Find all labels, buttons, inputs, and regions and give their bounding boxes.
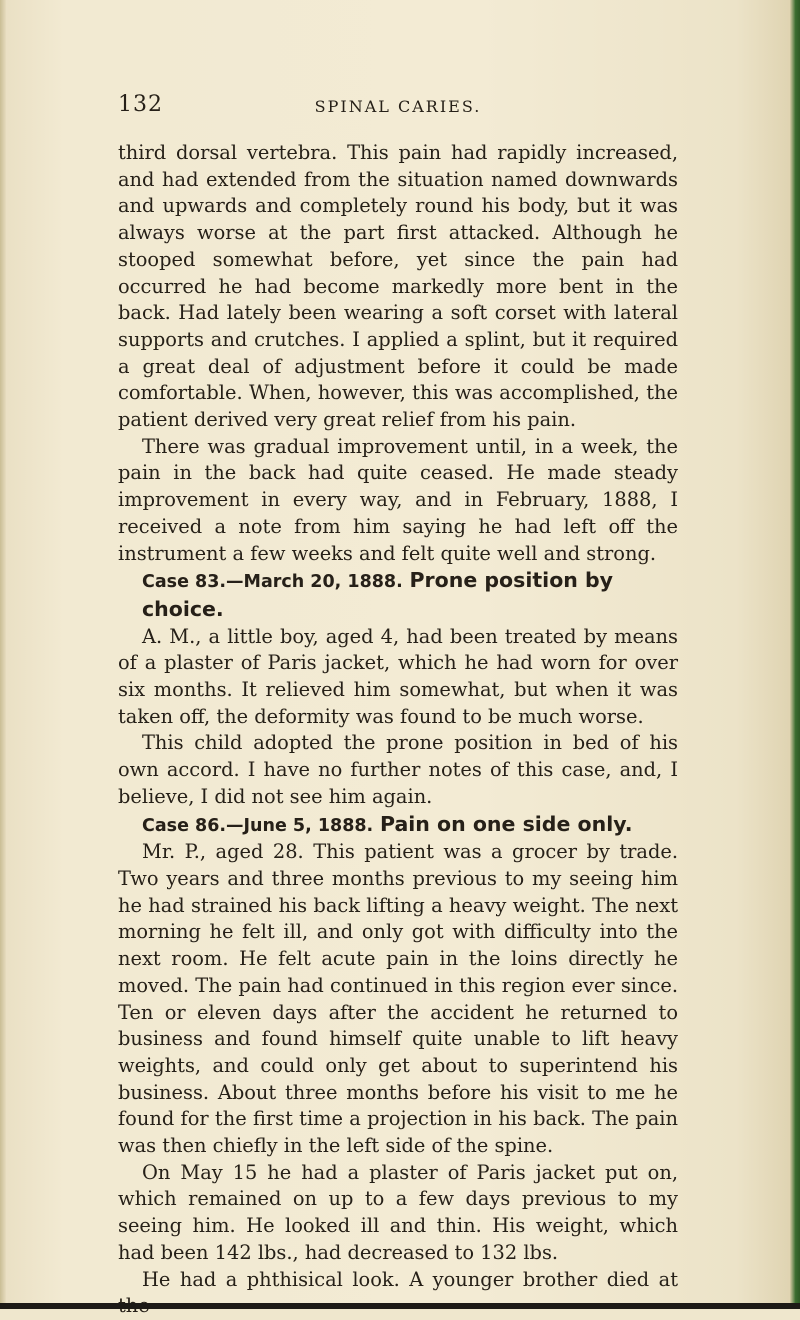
paragraph: third dorsal vertebra. This pain had rapidly increased, and had extended from the situation named downwards and upwards and completely round his body, but it was always worse at the part first attacked. Although he stooped somewhat before, yet since the pain had occurred he had become markedly more bent in the back. Had lately been wearing a soft corset with lateral supports and crutches. I applied a splint, but it required a great deal of adjustment before it could be made comfortable. When, however, this was accomplished, the patient derived very great relief from his pain. (118, 141, 678, 432)
paragraph: A. M., a little boy, aged 4, had been treated by means of a plaster of Paris jacket, which he had worn for over six months. It relieved him somewhat, but when it was taken off, the deformity was found to be much worse. (118, 624, 678, 728)
case-83-title: Prone position by choice. (142, 568, 614, 621)
paragraph: He had a phthisical look. A younger brother died at (142, 1267, 678, 1291)
paragraph: On May 15 he had a plaster of Paris jacket put on, which remained on up to a few days previous to my seeing him. He looked ill and thin. His weight, which had been 142 lbs., had decreased to 132 lbs. (118, 1160, 678, 1264)
case-heading (118, 567, 678, 623)
page-header (118, 92, 678, 122)
paragraph: This child adopted the prone position in bed of his own accord. I have no further notes of this case, and, I believe, I did not see him again. (118, 731, 678, 808)
paragraph: There was gradual improvement until, in a week, the pain in the back had quite ceased. He made steady improvement in every way, and in February, 1888, I received a note from him saying he had left off the instrument a few weeks and felt quite well and strong. (118, 434, 678, 565)
case-86-heading: Case 86.—June 5, 1888. (142, 815, 374, 836)
page-bottom-edge (0, 1303, 800, 1309)
paragraph: Mr. P., aged 28. This patient was a grocer by trade. Two years and three months previous to my seeing him he had strained his back lifting a heavy weight. The next morning he felt ill, and only got with difficulty into the next room. He felt acute pain in the loins directly he moved. The pain had continued in this region ever since. Ten or eleven days after the accident he returned to business and found himself quite unable to lift heavy weights, and could only get about to superintend his business. About three months before his visit to me he found for the first time a projection in his back. The pain was then chiefly in the left side of the spine. (118, 840, 678, 1158)
page-gutter-shadow (0, 0, 6, 1309)
case-83-heading: Case 83.—March 20, 1888. (142, 572, 403, 593)
case-heading (118, 811, 678, 840)
case-86-title: Pain on one side only. (379, 811, 633, 836)
page-edge (790, 0, 800, 1309)
body-text (118, 140, 678, 1320)
page-number: 132 (118, 92, 163, 117)
running-head: SPINAL CARIES. (314, 97, 482, 116)
